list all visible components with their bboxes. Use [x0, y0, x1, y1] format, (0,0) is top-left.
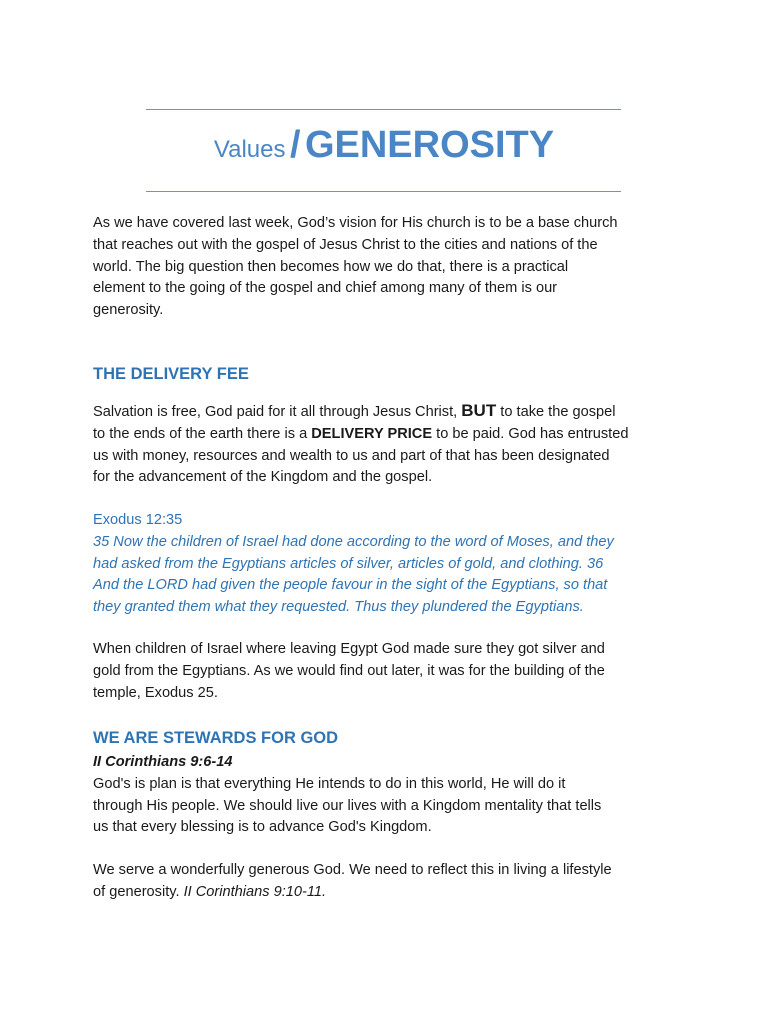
- israel-line: When children of Israel where leaving Egypt God made sure they got silver and: [93, 641, 605, 657]
- scripture-line: they granted them what they requested. Thus they plundered the Egyptians.: [93, 599, 584, 616]
- stewards-line: God's is plan is that everything He intends to do in this world, He will do it: [93, 775, 566, 792]
- intro-line: generosity.: [93, 302, 164, 319]
- scripture-reference: Exodus 12:35: [93, 512, 183, 528]
- but-emphasis: BUT: [461, 401, 497, 420]
- delivery-line-4: for the advancement of the Kingdom and the gospel.: [93, 469, 433, 486]
- scripture-line: 35 Now the children of Israel had done according to the word of Moses, and they: [93, 533, 614, 550]
- scripture-line: And the LORD had given the people favour in the sight of the Egyptians, so that: [93, 577, 608, 594]
- page-title: [0, 124, 768, 167]
- intro-line: that reaches out with the gospel of Jesus Christ to the cities and nations of the: [93, 236, 598, 253]
- intro-paragraph: [93, 213, 683, 322]
- intro-line: world. The big question then becomes how we do that, there is a practical: [93, 258, 569, 275]
- title-top-rule: [146, 109, 621, 110]
- delivery-line-3: us with money, resources and wealth to us and part of that has been designated: [93, 447, 610, 464]
- stewards-line: us that every blessing is to advance God's Kingdom.: [93, 819, 432, 836]
- closing-line-2: [93, 882, 683, 904]
- israel-line: gold from the Egyptians. As we would find out later, it was for the building of the: [93, 662, 605, 679]
- title-main: GENEROSITY: [304, 124, 555, 166]
- delivery-text: Salvation is free, God paid for it all through Jesus Christ,: [93, 404, 458, 420]
- closing-reference: II Corinthians 9:10-11.: [183, 883, 327, 900]
- delivery-text: to be paid. God has entrusted: [436, 425, 629, 442]
- israel-line: temple, Exodus 25.: [93, 684, 218, 701]
- title-slash: /: [289, 124, 301, 166]
- delivery-text: to take the gospel: [500, 404, 616, 420]
- closing-text: of generosity.: [93, 883, 180, 900]
- stewards-paragraph: [93, 752, 683, 839]
- stewards-line: through His people. We should live our lives with a Kingdom mentality that tells: [93, 797, 602, 814]
- delivery-price-emphasis: DELIVERY PRICE: [311, 425, 433, 442]
- title-prefix: Values: [213, 136, 286, 163]
- israel-paragraph: [93, 639, 683, 704]
- scripture-line: had asked from the Egyptians articles of silver, articles of gold, and clothing. 36: [93, 555, 604, 572]
- intro-line: As we have covered last week, God’s vision for His church is to be a base church: [93, 215, 618, 231]
- stewards-reference: II Corinthians 9:6-14: [93, 754, 233, 770]
- delivery-paragraph: [93, 400, 683, 489]
- delivery-fee-heading: THE DELIVERY FEE: [93, 365, 249, 383]
- delivery-line-2: [93, 424, 683, 446]
- stewards-heading: WE ARE STEWARDS FOR GOD: [93, 729, 339, 747]
- intro-line: element to the going of the gospel and chief among many of them is our: [93, 280, 558, 297]
- scripture-block: [93, 510, 683, 619]
- delivery-text: to the ends of the earth there is a: [93, 425, 308, 442]
- title-bottom-rule: [146, 191, 621, 192]
- delivery-line-1: [93, 400, 683, 424]
- closing-line-1: We serve a wonderfully generous God. We need to reflect this in living a lifestyle: [93, 862, 612, 878]
- closing-paragraph: [93, 860, 683, 904]
